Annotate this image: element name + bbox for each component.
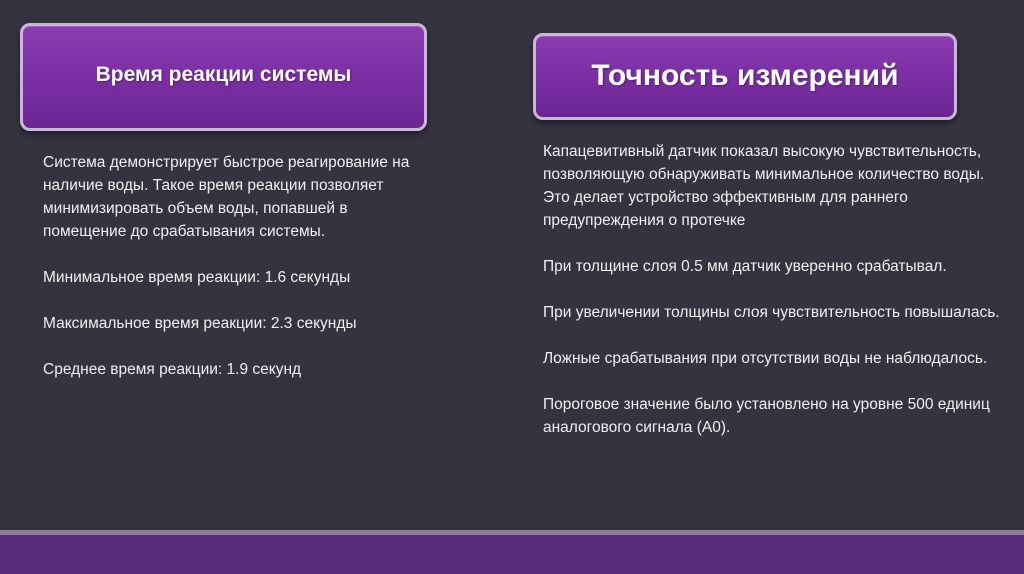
reaction-time-text bbox=[43, 151, 423, 404]
avg-reaction-time: Среднее время реакции: 1.9 секунд bbox=[43, 361, 302, 378]
threshold-paragraph: Пороговое значение было установлено на уровне 500 единиц аналогового сигнала (A0). bbox=[543, 396, 990, 436]
accuracy-header bbox=[533, 33, 957, 120]
sensor-sensitivity-paragraph: Капацевитивный датчик показал высокую чувствительность, позволяющую обнаруживать минимальное количество воды. Это делает устройство эффективным для раннего предупреждения о протечке bbox=[543, 143, 985, 229]
layer-thickness-paragraph: При толщине слоя 0.5 мм датчик уверенно срабатывал. bbox=[543, 258, 947, 275]
accuracy-title: Точность измерений bbox=[591, 58, 899, 92]
reaction-intro-paragraph: Система демонстрирует быстрое реагирование на наличие воды. Такое время реакции позволяет минимизировать объем воды, попавшей в помещение до срабатывания системы. bbox=[43, 154, 410, 240]
max-reaction-time: Максимальное время реакции: 2.3 секунды bbox=[43, 315, 357, 332]
reaction-time-header bbox=[20, 23, 427, 131]
footer-band bbox=[0, 535, 1024, 574]
false-triggers-paragraph: Ложные срабатывания при отсутствии воды не наблюдалось. bbox=[543, 350, 988, 367]
sensitivity-increase-paragraph: При увеличении толщины слоя чувствительность повышалась. bbox=[543, 304, 1000, 321]
reaction-time-title: Время реакции системы bbox=[95, 63, 352, 86]
min-reaction-time: Минимальное время реакции: 1.6 секунды bbox=[43, 269, 351, 286]
accuracy-text bbox=[543, 140, 1003, 462]
